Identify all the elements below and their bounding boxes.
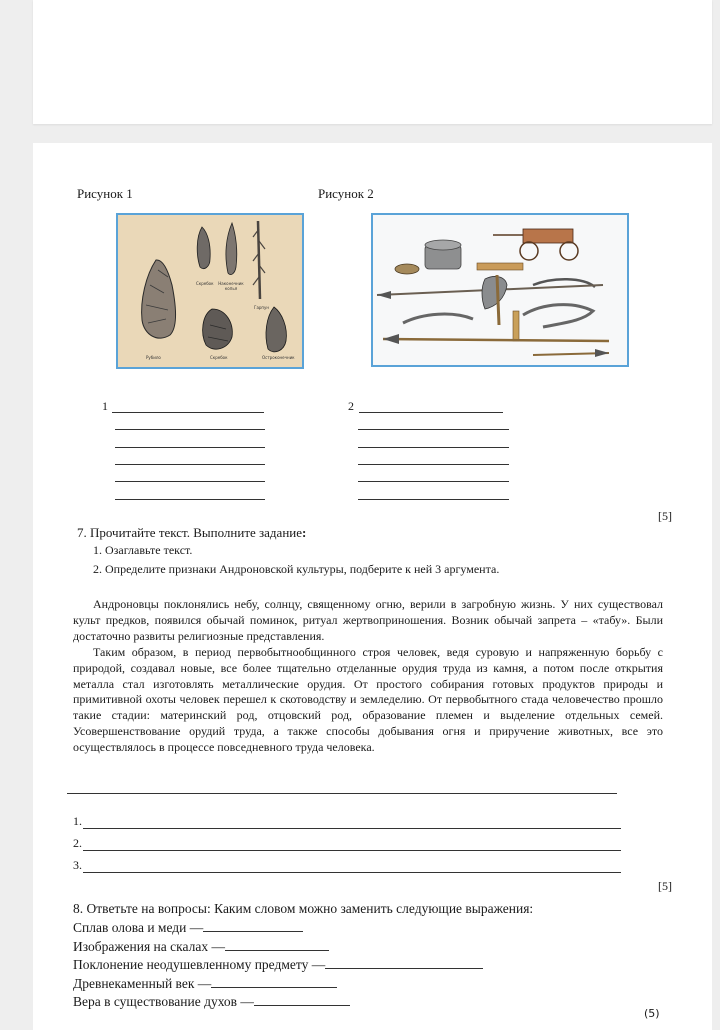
task-8-item-2: Изображения на скалах — <box>73 938 329 955</box>
argument-3-label: 3. <box>73 858 82 872</box>
argument-1-line[interactable] <box>83 828 621 829</box>
task-8-answer-line[interactable] <box>325 956 483 969</box>
tool-label-pointed: Остроконечник <box>262 355 295 360</box>
figure-2-caption: Рисунок 2 <box>318 186 374 201</box>
task-8-score: (5) <box>644 1007 660 1020</box>
figure-2-answer-line[interactable] <box>358 464 509 465</box>
task-8-answer-line[interactable] <box>225 938 329 951</box>
figure-1-stone-tools <box>116 213 304 369</box>
figure-1-answer-line[interactable] <box>115 447 265 448</box>
task-7-score: [5] <box>658 879 672 893</box>
argument-2-line[interactable] <box>83 850 621 851</box>
figure-2-metal-tools <box>371 213 629 367</box>
tool-label-scraper-2: Скребок <box>210 355 228 360</box>
figure-1-answer-line[interactable] <box>115 481 265 482</box>
tool-label-handaxe: Рубило <box>146 355 161 360</box>
figure-2-answer-line[interactable] <box>358 499 509 500</box>
figure-2-answer-line[interactable] <box>359 412 503 413</box>
text-paragraph-2: Таким образом, в период первобытнообщинного строя человек, ведя суровую и напряженную борьбу с природой, создавал новые, все более тщательно отделанные орудия труда из камня, а потом после открытия металла стал изготовлять металлические орудия. От простого собирания готовых продуктов природы и примитивной охоты человек перешел к скотоводству и земледелию. От первобытного стада человечество прошло такие стадии: материнский род, отцовский род, образование племен и выделение отдельных семей. Усовершенствование орудий труда, а также способы добывания огня и приручение животных, все это осуществлялось в процессе повседневного труда человека. <box>73 645 663 754</box>
figure-2-answer-line[interactable] <box>358 447 509 448</box>
figure-1-answer-line[interactable] <box>112 412 264 413</box>
worksheet-page <box>33 143 712 1030</box>
stone-tools-illustration <box>118 215 302 367</box>
figure-1-answer-line[interactable] <box>115 499 265 500</box>
argument-3-line[interactable] <box>83 872 621 873</box>
text-title-answer-line[interactable] <box>67 793 617 794</box>
figure-2-answer-number: 2 <box>348 399 354 413</box>
task-7-title: 7. Прочитайте текст. Выполните задание: <box>77 525 307 540</box>
figure-1-answer-number: 1 <box>102 399 108 413</box>
tool-label-spearhead: Наконечник копья <box>218 281 244 291</box>
tool-label-harpoon: Гарпун <box>254 305 270 310</box>
task-8-answer-line[interactable] <box>211 975 337 988</box>
task-8-item-5: Вера в существование духов — <box>73 993 350 1010</box>
task-7-item-2: 2. Определите признаки Андроновской культуры, подберите к ней 3 аргумента. <box>93 562 500 576</box>
task-7-item-1: 1. Озаглавьте текст. <box>93 543 193 557</box>
figure-1-answer-line[interactable] <box>115 464 265 465</box>
figure-2-answer-line[interactable] <box>358 429 509 430</box>
task-8-title: 8. Ответьте на вопросы: Каким словом можно заменить следующие выражения: <box>73 901 534 916</box>
figure-1-answer-line[interactable] <box>115 429 265 430</box>
figure-1-caption: Рисунок 1 <box>77 186 133 201</box>
task-8-item-4: Древнекаменный век — <box>73 975 337 992</box>
figure-2-answer-line[interactable] <box>358 481 509 482</box>
argument-1-label: 1. <box>73 814 82 828</box>
task-8-answer-line[interactable] <box>254 993 350 1006</box>
task-6-score: [5] <box>658 509 672 523</box>
task-8-item-3: Поклонение неодушевленному предмету — <box>73 956 483 973</box>
tool-label-scraper: Скребок <box>196 281 214 286</box>
previous-page <box>33 0 712 124</box>
text-paragraph-1: Андроновцы поклонялись небу, солнцу, священному огню, верили в загробную жизнь. У них существовал культ предков, появился обычай поминок, ритуал жертвоприношения. Возник обычай запрета – «табу». Были достаточно развиты религиозные представления. <box>73 597 663 643</box>
metal-tools-illustration <box>373 215 627 365</box>
task-8-answer-line[interactable] <box>203 919 303 932</box>
task-8-item-1: Сплав олова и меди — <box>73 919 303 936</box>
argument-2-label: 2. <box>73 836 82 850</box>
